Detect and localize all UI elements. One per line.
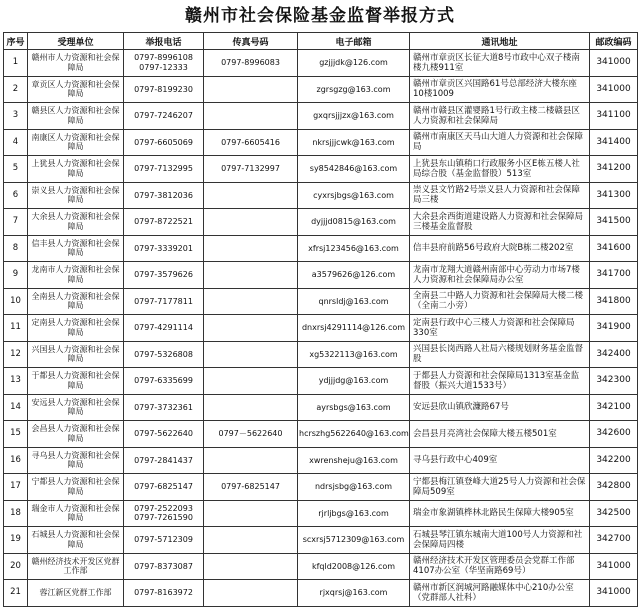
cell-address: 安远县欣山镇欣濂路67号 xyxy=(410,394,590,421)
cell-email: zgrsgzg@163.com xyxy=(298,76,410,103)
cell-fax: 0797-6825147 xyxy=(204,474,298,501)
cell-email: hcrszhg5622640@163.com xyxy=(298,421,410,448)
header-email: 电子邮箱 xyxy=(298,33,410,50)
cell-index: 15 xyxy=(4,421,28,448)
cell-fax xyxy=(204,76,298,103)
cell-postcode: 341000 xyxy=(590,76,638,103)
cell-index: 10 xyxy=(4,288,28,315)
cell-fax xyxy=(204,527,298,554)
cell-address: 寻乌县行政中心409室 xyxy=(410,447,590,474)
cell-postcode: 341000 xyxy=(590,553,638,580)
cell-phone: 0797-3732361 xyxy=(124,394,204,421)
cell-fax xyxy=(204,209,298,236)
cell-fax xyxy=(204,103,298,130)
cell-index: 7 xyxy=(4,209,28,236)
cell-address: 崇义县文竹路2号崇义县人力资源和社会保障局三楼 xyxy=(410,182,590,209)
cell-phone: 0797-8199230 xyxy=(124,76,204,103)
cell-email: gzjjjdk@126.com xyxy=(298,50,410,77)
header-address: 通讯地址 xyxy=(410,33,590,50)
cell-address: 上犹县东山镇稍口行政服务小区E栋五楼人社局综合股（基金监督股）513室 xyxy=(410,156,590,183)
header-fax: 传真号码 xyxy=(204,33,298,50)
cell-index: 16 xyxy=(4,447,28,474)
cell-address: 石城县琴江镇东城南大道100号人力资源和社会保障局四楼 xyxy=(410,527,590,554)
cell-unit: 全南县人力资源和社会保障局 xyxy=(28,288,124,315)
cell-postcode: 341600 xyxy=(590,235,638,262)
cell-postcode: 342600 xyxy=(590,421,638,448)
cell-unit: 赣州经济技术开发区党群工作部 xyxy=(28,553,124,580)
cell-fax xyxy=(204,500,298,527)
cell-phone: 0797-5326808 xyxy=(124,341,204,368)
cell-email: xg5322113@163.com xyxy=(298,341,410,368)
cell-index: 19 xyxy=(4,527,28,554)
cell-phone: 0797-5622640 xyxy=(124,421,204,448)
cell-phone: 0797-7177811 xyxy=(124,288,204,315)
cell-fax: 0797-6605416 xyxy=(204,129,298,156)
table-row xyxy=(4,580,638,607)
table-header-row xyxy=(4,33,638,50)
cell-address: 瑞金市象湖镇桦林北路民生保障大楼905室 xyxy=(410,500,590,527)
cell-fax xyxy=(204,315,298,342)
cell-phone: 0797-8163972 xyxy=(124,580,204,607)
cell-fax xyxy=(204,288,298,315)
cell-postcode: 342800 xyxy=(590,474,638,501)
table-row xyxy=(4,394,638,421)
cell-email: dnxrsj4291114@126.com xyxy=(298,315,410,342)
cell-index: 14 xyxy=(4,394,28,421)
table-row xyxy=(4,129,638,156)
cell-unit: 南康区人力资源和社会保障局 xyxy=(28,129,124,156)
table-row xyxy=(4,500,638,527)
cell-email: ayrsbgs@163.com xyxy=(298,394,410,421)
table-row xyxy=(4,76,638,103)
cell-postcode: 342100 xyxy=(590,394,638,421)
cell-postcode: 341400 xyxy=(590,129,638,156)
cell-index: 20 xyxy=(4,553,28,580)
cell-email: nkrsjjjcwk@163.com xyxy=(298,129,410,156)
cell-email: scxrsj5712309@163.com xyxy=(298,527,410,554)
cell-address: 赣州经济技术开发区管理委员会党群工作部4107办公室（华坚南路69号） xyxy=(410,553,590,580)
cell-phone: 0797-8722521 xyxy=(124,209,204,236)
cell-unit: 蓉江新区党群工作部 xyxy=(28,580,124,607)
cell-index: 3 xyxy=(4,103,28,130)
cell-phone: 0797-6335699 xyxy=(124,368,204,395)
cell-unit: 于都县人力资源和社会保障局 xyxy=(28,368,124,395)
table-row xyxy=(4,447,638,474)
header-phone: 举报电话 xyxy=(124,33,204,50)
cell-unit: 大余县人力资源和社会保障局 xyxy=(28,209,124,236)
cell-address: 赣州市章贡区兴国路61号总部经济大楼东座10楼1009 xyxy=(410,76,590,103)
cell-unit: 安远县人力资源和社会保障局 xyxy=(28,394,124,421)
cell-phone: 0797-4291114 xyxy=(124,315,204,342)
cell-unit: 龙南市人力资源和社会保障局 xyxy=(28,262,124,289)
cell-phone: 0797-6605069 xyxy=(124,129,204,156)
cell-phone: 0797-7246207 xyxy=(124,103,204,130)
cell-index: 12 xyxy=(4,341,28,368)
cell-address: 赣州市新区润城河路融媒体中心210办公室（党群部人社科） xyxy=(410,580,590,607)
cell-postcode: 342700 xyxy=(590,527,638,554)
cell-phone: 0797-7132995 xyxy=(124,156,204,183)
cell-fax xyxy=(204,580,298,607)
cell-address: 全南县二中路人力资源和社会保障局大楼二楼（全南二小旁） xyxy=(410,288,590,315)
cell-postcode: 341200 xyxy=(590,156,638,183)
cell-fax: 0797－5622640 xyxy=(204,421,298,448)
cell-fax xyxy=(204,182,298,209)
table-row xyxy=(4,209,638,236)
cell-email: ydjjjdg@163.com xyxy=(298,368,410,395)
cell-unit: 兴国县人力资源和社会保障局 xyxy=(28,341,124,368)
table-row xyxy=(4,156,638,183)
cell-fax xyxy=(204,447,298,474)
header-postcode: 邮政编码 xyxy=(590,33,638,50)
table-row xyxy=(4,50,638,77)
cell-address: 赣州市赣县区灌婴路1号行政主楼二楼赣县区人力资源和社会保障局 xyxy=(410,103,590,130)
cell-email: xwrensheju@163.com xyxy=(298,447,410,474)
cell-email: xfrsj123456@163.com xyxy=(298,235,410,262)
cell-index: 9 xyxy=(4,262,28,289)
table-row xyxy=(4,315,638,342)
cell-postcode: 341000 xyxy=(590,580,638,607)
cell-fax xyxy=(204,394,298,421)
cell-unit: 信丰县人力资源和社会保障局 xyxy=(28,235,124,262)
cell-address: 于都县人力资源和社会保障局1313室基金监督股（振兴大道1533号） xyxy=(410,368,590,395)
cell-unit: 赣州市人力资源和社会保障局 xyxy=(28,50,124,77)
cell-postcode: 341900 xyxy=(590,315,638,342)
table-row xyxy=(4,527,638,554)
table-row xyxy=(4,288,638,315)
cell-email: ndrsjsbg@163.com xyxy=(298,474,410,501)
header-index: 序号 xyxy=(4,33,28,50)
cell-address: 赣州市南康区天马山大道人力资源和社会保障局 xyxy=(410,129,590,156)
cell-address: 龙南市龙翔大道赣州南部中心劳动力市场7楼人力资源和社会保障局办公室 xyxy=(410,262,590,289)
cell-address: 大余县余西街道建设路人力资源和社会保障局三楼基金监督股 xyxy=(410,209,590,236)
cell-email: sy8542846@163.com xyxy=(298,156,410,183)
cell-index: 17 xyxy=(4,474,28,501)
table-row xyxy=(4,262,638,289)
cell-address: 宁都县梅江镇登峰大道25号人力资源和社会保障局509室 xyxy=(410,474,590,501)
cell-postcode: 342300 xyxy=(590,368,638,395)
cell-unit: 宁都县人力资源和社会保障局 xyxy=(28,474,124,501)
cell-address: 定南县行政中心三楼人力资源和社会保障局330室 xyxy=(410,315,590,342)
table-row xyxy=(4,341,638,368)
table-row xyxy=(4,421,638,448)
cell-unit: 瑞金市人力资源和社会保障局 xyxy=(28,500,124,527)
cell-postcode: 342200 xyxy=(590,447,638,474)
cell-postcode: 341000 xyxy=(590,50,638,77)
table-row xyxy=(4,235,638,262)
cell-address: 信丰县府前路56号政府大院B栋二楼202室 xyxy=(410,235,590,262)
report-contacts-table xyxy=(3,32,638,607)
cell-fax xyxy=(204,235,298,262)
cell-unit: 石城县人力资源和社会保障局 xyxy=(28,527,124,554)
cell-postcode: 342400 xyxy=(590,341,638,368)
cell-email: qnrsldj@163.com xyxy=(298,288,410,315)
cell-email: dyjjjd0815@163.com xyxy=(298,209,410,236)
cell-index: 13 xyxy=(4,368,28,395)
table-row xyxy=(4,553,638,580)
cell-email: rjxqrsj@163.com xyxy=(298,580,410,607)
cell-postcode: 341500 xyxy=(590,209,638,236)
cell-email: rjrljbgs@163.com xyxy=(298,500,410,527)
cell-unit: 章贡区人力资源和社会保障局 xyxy=(28,76,124,103)
cell-fax: 0797-8996083 xyxy=(204,50,298,77)
cell-address: 赣州市章贡区长征大道8号市政中心双子楼南楼九楼911室 xyxy=(410,50,590,77)
cell-email: gxqrsjjjzx@163.com xyxy=(298,103,410,130)
cell-unit: 赣县区人力资源和社会保障局 xyxy=(28,103,124,130)
cell-postcode: 341100 xyxy=(590,103,638,130)
cell-unit: 上犹县人力资源和社会保障局 xyxy=(28,156,124,183)
cell-phone: 0797-5712309 xyxy=(124,527,204,554)
document-title: 赣州市社会保险基金监督举报方式 xyxy=(185,6,455,26)
cell-index: 4 xyxy=(4,129,28,156)
table-row xyxy=(4,182,638,209)
cell-phone: 0797-3812036 xyxy=(124,182,204,209)
cell-phone: 0797-2522093 0797-7261590 xyxy=(124,500,204,527)
cell-email: a3579626@126.com xyxy=(298,262,410,289)
cell-phone: 0797-8996108 0797-12333 xyxy=(124,50,204,77)
cell-fax xyxy=(204,262,298,289)
cell-fax xyxy=(204,553,298,580)
cell-email: kfqld2008@126.com xyxy=(298,553,410,580)
cell-postcode: 341700 xyxy=(590,262,638,289)
cell-email: cyxrsjbgs@163.com xyxy=(298,182,410,209)
cell-phone: 0797-8373087 xyxy=(124,553,204,580)
cell-phone: 0797-2841437 xyxy=(124,447,204,474)
cell-index: 21 xyxy=(4,580,28,607)
cell-index: 11 xyxy=(4,315,28,342)
cell-phone: 0797-6825147 xyxy=(124,474,204,501)
table-row xyxy=(4,474,638,501)
cell-postcode: 342500 xyxy=(590,500,638,527)
cell-unit: 崇义县人力资源和社会保障局 xyxy=(28,182,124,209)
cell-address: 兴国县长岗西路人社局六楼规划财务基金监督股 xyxy=(410,341,590,368)
cell-unit: 寻乌县人力资源和社会保障局 xyxy=(28,447,124,474)
cell-postcode: 341300 xyxy=(590,182,638,209)
cell-address: 会昌县月亮湾社会保障大楼五楼501室 xyxy=(410,421,590,448)
cell-unit: 定南县人力资源和社会保障局 xyxy=(28,315,124,342)
cell-index: 6 xyxy=(4,182,28,209)
cell-index: 8 xyxy=(4,235,28,262)
cell-index: 2 xyxy=(4,76,28,103)
header-unit: 受理单位 xyxy=(28,33,124,50)
cell-index: 5 xyxy=(4,156,28,183)
table-row xyxy=(4,103,638,130)
cell-fax xyxy=(204,368,298,395)
cell-unit: 会昌县人力资源和社会保障局 xyxy=(28,421,124,448)
cell-phone: 0797-3579626 xyxy=(124,262,204,289)
table-row xyxy=(4,368,638,395)
cell-postcode: 341800 xyxy=(590,288,638,315)
cell-index: 18 xyxy=(4,500,28,527)
cell-index: 1 xyxy=(4,50,28,77)
table-body xyxy=(4,50,638,607)
cell-fax: 0797-7132997 xyxy=(204,156,298,183)
cell-phone: 0797-3339201 xyxy=(124,235,204,262)
cell-fax xyxy=(204,341,298,368)
